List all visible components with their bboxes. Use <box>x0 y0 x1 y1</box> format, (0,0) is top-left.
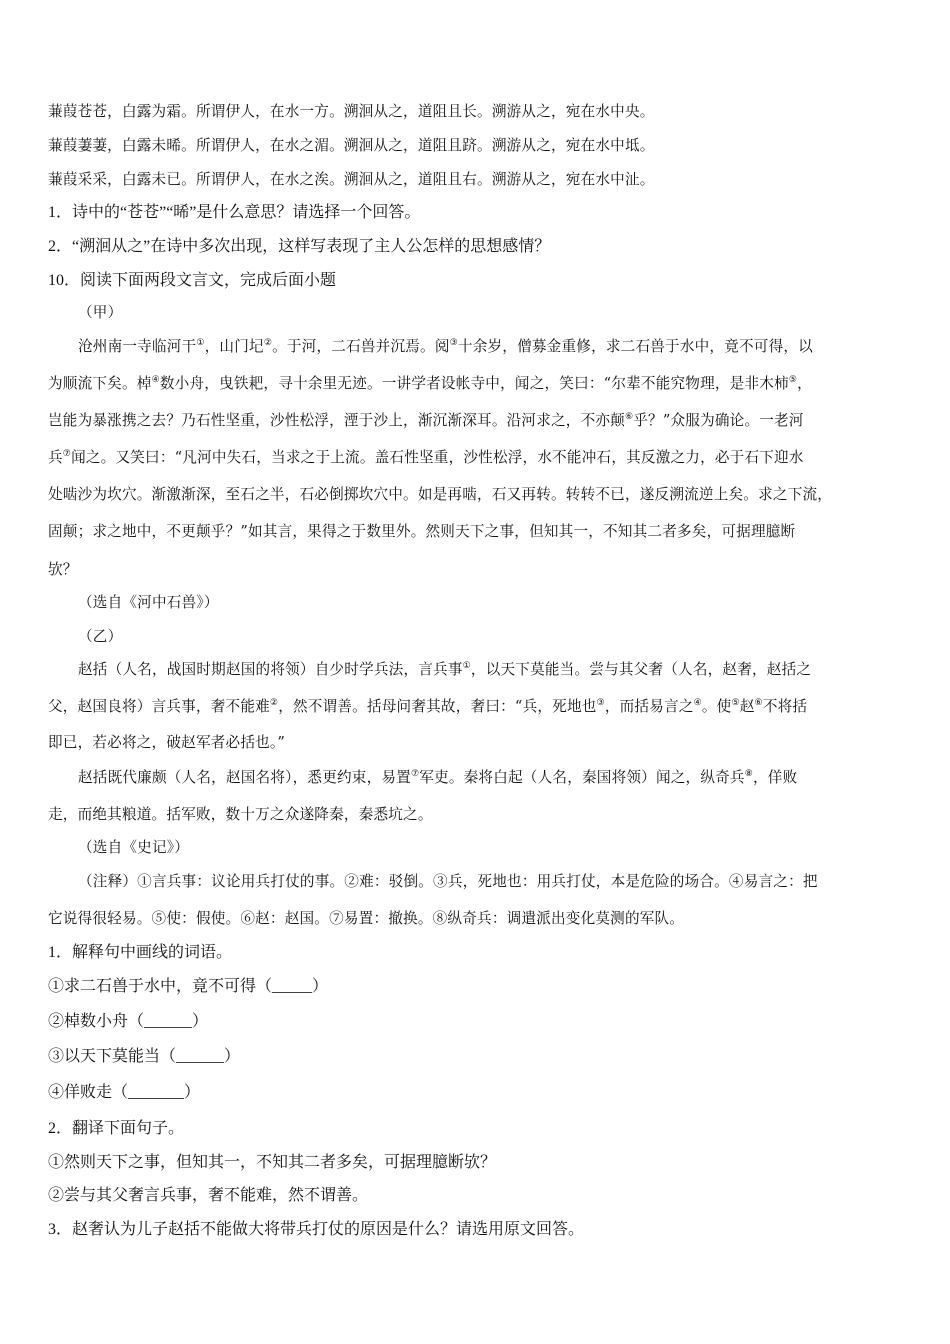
sub-question-2-title: 2．翻译下面句子。 <box>48 1120 185 1137</box>
poem-stanza-1: 蒹葭苍苍，白露为霜。所谓伊人，在水一方。溯洄从之，道阻且长。溯游从之，宛在水中央。 <box>48 103 655 120</box>
poem-question-1: 1．诗中的“苍苍”“晞”是什么意思？请选择一个回答。 <box>48 204 421 221</box>
sub-question-2-item-2: ②尝与其父奢言兵事，奢不能难，然不谓善。 <box>48 1187 369 1204</box>
passage-yi-line-1: 赵括（人名，战国时期赵国的将领）自少时学兵法，言兵事①，以天下莫能当。尝与其父奢（人名，赵奢，赵括之 <box>78 661 812 678</box>
notes-line-1: （注释）①言兵事：议论用兵打仗的事。②难：驳倒。③兵，死地也：用兵打仗，本是危险的场合。④易言之：把 <box>78 873 818 890</box>
passage-yi-line-2: 父，赵国良将）言兵事，奢不能难②，然不谓善。括母问奢其故，奢曰：“兵，死地也③，而括易言之④。使⑤赵⑥不将括 <box>48 698 808 715</box>
passage-jia-line-1: 沧州南一寺临河干①，山门圮②。于河，二石兽并沉焉。阅③十余岁，僧募金重修，求二石兽于水中，竟不可得，以 <box>78 338 813 355</box>
sub-question-1-item-4: ④佯败走（_______） <box>48 1084 201 1101</box>
passage-yi-line-5: 走，而绝其粮道。括军败，数十万之众遂降秦，秦悉坑之。 <box>48 806 433 823</box>
poem-stanza-2: 蒹葭萋萋，白露未晞。所谓伊人，在水之湄。溯洄从之，道阻且跻。溯游从之，宛在水中坻。 <box>48 137 655 154</box>
passage-jia-line-7: 欤？ <box>48 561 78 578</box>
sub-question-3: 3．赵奢认为儿子赵括不能做大将带兵打仗的原因是什么？请选用原文回答。 <box>48 1221 585 1238</box>
passage-yi-line-3: 即已，若必将之，破赵军者必括也。” <box>48 734 286 751</box>
poem-stanza-3: 蒹葭采采，白露未已。所谓伊人，在水之涘。溯洄从之，道阻且右。溯游从之，宛在水中沚。 <box>48 171 655 188</box>
sub-question-1-item-1: ①求二石兽于水中，竟不可得（_____） <box>48 978 329 995</box>
poem-question-2: 2．“溯洄从之”在诗中多次出现，这样写表现了主人公怎样的思想感情？ <box>48 238 551 255</box>
passage-yi-source: （选自《史记》） <box>78 839 190 856</box>
passage-jia-source: （选自《河中石兽》） <box>78 594 219 611</box>
sub-question-1-item-2: ②棹数小舟（______） <box>48 1013 209 1030</box>
passage-yi-label: （乙） <box>78 628 123 645</box>
passage-jia-label: （甲） <box>78 304 123 321</box>
passage-jia-line-4: 兵⑦闻之。又笑曰：“凡河中失石，当求之于上流。盖石性坚重，沙性松浮，水不能冲石，其反激之力，必于石下迎水 <box>48 449 804 466</box>
passage-jia-line-3: 岂能为暴涨携之去？乃石性坚重，沙性松浮，湮于沙上，渐沉渐深耳。沿河求之，不亦颠⑥乎？”众服为确论。一老河 <box>48 412 804 429</box>
sub-question-1-title: 1．解释句中画线的词语。 <box>48 944 233 961</box>
question-10-title: 10．阅读下面两段文言文，完成后面小题 <box>48 272 337 289</box>
sub-question-2-item-1: ①然则天下之事，但知其一，不知其二者多矣，可据理臆断欤？ <box>48 1154 497 1171</box>
passage-jia-line-6: 固颠；求之地中，不更颠乎？”如其言，果得之于数里外。然则天下之事，但知其一，不知其二者多矣，可据理臆断 <box>48 523 796 540</box>
passage-jia-line-5: 处啮沙为坎穴。渐激渐深，至石之半，石必倒掷坎穴中。如是再啮，石又再转。转转不已，遂反溯流逆上矣。求之下流， <box>48 486 833 503</box>
passage-jia-line-2: 为顺流下矣。棹④数小舟，曳铁耙，寻十余里无迹。一讲学者设帐寺中，闻之，笑曰：“尔辈不能究物理，是非木柿⑤， <box>48 375 812 392</box>
notes-line-2: 它说得很轻易。⑤使：假使。⑥赵：赵国。⑦易置：撤换。⑧纵奇兵：调遣派出变化莫测的军队。 <box>48 910 685 927</box>
sub-question-1-item-3: ③以天下莫能当（______） <box>48 1048 241 1065</box>
passage-yi-line-4: 赵括既代廉颇（人名，赵国名将），悉更约束，易置⑦军吏。秦将白起（人名，秦国将领）闻之，纵奇兵⑧，佯败 <box>78 769 798 786</box>
